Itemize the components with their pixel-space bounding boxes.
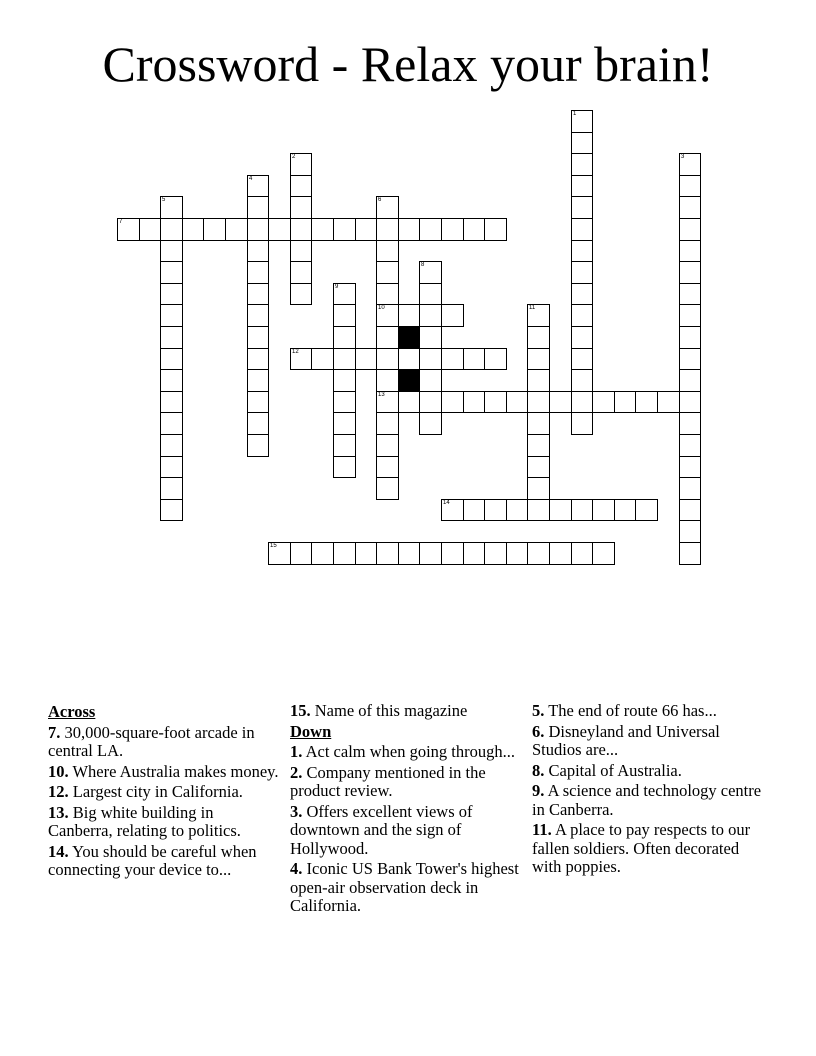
grid-cell[interactable]: [333, 456, 356, 478]
grid-cell[interactable]: [679, 477, 701, 500]
grid-cell[interactable]: [679, 369, 701, 392]
grid-cell[interactable]: [571, 326, 593, 349]
grid-cell[interactable]: [376, 283, 399, 305]
grid-cell[interactable]: [160, 240, 183, 262]
grid-cell[interactable]: [571, 175, 593, 197]
clue-item: [532, 762, 764, 781]
clue-number: 11.: [532, 820, 552, 839]
black-square: [398, 369, 420, 392]
grid-cell[interactable]: [419, 369, 442, 392]
grid-cell[interactable]: [398, 391, 420, 413]
grid-cell[interactable]: [679, 218, 701, 241]
clue-number: 10.: [48, 761, 69, 781]
grid-cell[interactable]: [290, 542, 312, 565]
clue-item: [290, 803, 522, 859]
grid-cell[interactable]: [160, 412, 183, 435]
grid-cell[interactable]: [679, 456, 701, 478]
grid-cell[interactable]: [376, 218, 399, 241]
grid-cell[interactable]: [117, 218, 140, 241]
grid-cell[interactable]: [355, 348, 377, 370]
grid-cell[interactable]: [679, 542, 701, 565]
grid-cell[interactable]: [160, 218, 183, 241]
grid-cell[interactable]: [290, 240, 312, 262]
cell-number: 8: [421, 262, 425, 268]
cell-number: 13: [378, 392, 385, 398]
grid-cell[interactable]: [247, 218, 269, 241]
clue-number: 13.: [48, 802, 69, 822]
grid-cell[interactable]: [398, 304, 420, 327]
clue-item: [290, 743, 522, 762]
grid-cell[interactable]: [571, 110, 593, 133]
clue-number: 2.: [290, 762, 303, 782]
grid-cell[interactable]: [247, 283, 269, 305]
clue-text: Disneyland and Universal Studios are...: [532, 721, 720, 759]
grid-cell[interactable]: [549, 542, 572, 565]
grid-cell[interactable]: [441, 391, 464, 413]
clue-number: 9.: [532, 781, 545, 800]
grid-cell[interactable]: [679, 434, 701, 457]
grid-cell[interactable]: [571, 153, 593, 176]
grid-cell[interactable]: [247, 196, 269, 219]
clue-number: 7.: [48, 722, 61, 742]
grid-cell[interactable]: [679, 412, 701, 435]
clue-text: Iconic US Bank Tower's highest open-air observation deck in California.: [290, 859, 519, 915]
grid-cell[interactable]: [333, 304, 356, 327]
grid-cell[interactable]: [398, 348, 420, 370]
black-square: [398, 326, 420, 349]
grid-cell[interactable]: [247, 304, 269, 327]
clue-item: [48, 783, 280, 802]
grid-cell[interactable]: [160, 456, 183, 478]
grid-cell[interactable]: [419, 391, 442, 413]
grid-cell[interactable]: [203, 218, 226, 241]
grid-cell[interactable]: [463, 218, 485, 241]
cell-number: 2: [292, 154, 296, 160]
clue-item: [532, 723, 764, 760]
grid-cell[interactable]: [571, 240, 593, 262]
grid-cell[interactable]: [463, 542, 485, 565]
grid-cell[interactable]: [247, 348, 269, 370]
clue-item: [532, 702, 764, 721]
clue-text: Name of this magazine: [314, 701, 468, 720]
grid-cell[interactable]: [484, 218, 507, 241]
clue-item: [290, 860, 522, 916]
grid-cell[interactable]: [527, 304, 550, 327]
grid-cell[interactable]: [247, 175, 269, 197]
grid-cell[interactable]: [290, 348, 312, 370]
cell-number: 7: [119, 219, 123, 225]
grid-cell[interactable]: [376, 304, 399, 327]
grid-cell[interactable]: [441, 218, 464, 241]
clue-item: [48, 843, 280, 880]
grid-cell[interactable]: [506, 391, 528, 413]
cell-number: 9: [335, 284, 339, 290]
grid-cell[interactable]: [376, 348, 399, 370]
grid-cell[interactable]: [679, 391, 701, 413]
grid-cell[interactable]: [376, 391, 399, 413]
grid-cell[interactable]: [160, 283, 183, 305]
grid-cell[interactable]: [527, 326, 550, 349]
grid-cell[interactable]: [333, 542, 356, 565]
grid-cell[interactable]: [160, 261, 183, 284]
grid-cell[interactable]: [635, 391, 658, 413]
cell-number: 12: [292, 349, 299, 355]
grid-cell[interactable]: [571, 261, 593, 284]
grid-cell[interactable]: [160, 326, 183, 349]
grid-cell[interactable]: [355, 542, 377, 565]
grid-cell[interactable]: [527, 542, 550, 565]
grid-cell[interactable]: [247, 434, 269, 457]
clue-column-across: [48, 702, 280, 882]
grid-cell[interactable]: [290, 153, 312, 176]
grid-cell[interactable]: [398, 542, 420, 565]
grid-cell[interactable]: [355, 218, 377, 241]
clue-text: 30,000-square-foot arcade in central LA.: [48, 722, 255, 760]
grid-cell[interactable]: [376, 326, 399, 349]
grid-cell[interactable]: [290, 283, 312, 305]
grid-cell[interactable]: [376, 412, 399, 435]
grid-cell[interactable]: [419, 348, 442, 370]
grid-cell[interactable]: [441, 499, 464, 521]
cell-number: 1: [573, 111, 577, 117]
grid-cell[interactable]: [592, 391, 615, 413]
grid-cell[interactable]: [182, 218, 204, 241]
grid-cell[interactable]: [290, 261, 312, 284]
grid-cell[interactable]: [160, 499, 183, 521]
grid-cell[interactable]: [571, 196, 593, 219]
grid-cell[interactable]: [527, 348, 550, 370]
grid-cell[interactable]: [592, 542, 615, 565]
cell-number: 11: [529, 305, 536, 311]
clue-item: [290, 702, 522, 721]
grid-cell[interactable]: [160, 434, 183, 457]
grid-cell[interactable]: [160, 304, 183, 327]
grid-cell[interactable]: [290, 196, 312, 219]
grid-cell[interactable]: [333, 326, 356, 349]
grid-cell[interactable]: [376, 369, 399, 392]
grid-cell[interactable]: [679, 520, 701, 543]
clue-column-middle: [290, 702, 522, 918]
grid-cell[interactable]: [441, 304, 464, 327]
cell-number: 3: [681, 154, 685, 160]
clue-text: Where Australia makes money.: [72, 761, 279, 781]
grid-cell[interactable]: [484, 348, 507, 370]
grid-cell[interactable]: [679, 499, 701, 521]
grid-cell[interactable]: [527, 369, 550, 392]
grid-cell[interactable]: [139, 218, 161, 241]
grid-cell[interactable]: [679, 283, 701, 305]
clue-number: 1.: [290, 742, 303, 761]
grid-cell[interactable]: [679, 196, 701, 219]
grid-cell[interactable]: [614, 499, 636, 521]
grid-cell[interactable]: [247, 261, 269, 284]
clue-number: 8.: [532, 760, 545, 780]
grid-cell[interactable]: [311, 218, 334, 241]
grid-cell[interactable]: [484, 391, 507, 413]
clue-number: 3.: [290, 801, 303, 821]
grid-cell[interactable]: [527, 456, 550, 478]
grid-cell[interactable]: [571, 542, 593, 565]
grid-cell[interactable]: [571, 132, 593, 154]
clue-number: 4.: [290, 859, 303, 878]
grid-cell[interactable]: [657, 391, 680, 413]
grid-cell[interactable]: [679, 240, 701, 262]
grid-cell[interactable]: [527, 434, 550, 457]
clue-item: [532, 821, 764, 877]
clue-text: A science and technology centre in Canberra.: [532, 781, 762, 819]
grid-cell[interactable]: [311, 348, 334, 370]
grid-cell[interactable]: [247, 391, 269, 413]
grid-cell[interactable]: [160, 196, 183, 219]
grid-cell[interactable]: [679, 348, 701, 370]
clue-item: [48, 763, 280, 782]
clue-number: 6.: [532, 721, 545, 741]
grid-cell[interactable]: [419, 283, 442, 305]
grid-cell[interactable]: [441, 542, 464, 565]
grid-cell[interactable]: [527, 412, 550, 435]
grid-cell[interactable]: [463, 499, 485, 521]
clue-text: Big white building in Canberra, relating to politics.: [48, 802, 241, 840]
grid-cell[interactable]: [571, 391, 593, 413]
cell-number: 5: [162, 197, 166, 203]
grid-cell[interactable]: [419, 326, 442, 349]
grid-cell[interactable]: [463, 348, 485, 370]
clue-item: [48, 724, 280, 761]
grid-cell[interactable]: [333, 412, 356, 435]
grid-cell[interactable]: [527, 499, 550, 521]
cell-number: 15: [270, 543, 277, 549]
grid-cell[interactable]: [419, 261, 442, 284]
clue-number: 5.: [532, 701, 545, 720]
grid-cell[interactable]: [679, 304, 701, 327]
grid-cell[interactable]: [268, 542, 291, 565]
clue-column-right: [532, 702, 764, 879]
grid-cell[interactable]: [290, 218, 312, 241]
grid-cell[interactable]: [571, 348, 593, 370]
grid-cell[interactable]: [160, 369, 183, 392]
grid-cell[interactable]: [247, 369, 269, 392]
grid-cell[interactable]: [376, 261, 399, 284]
cell-number: 14: [443, 500, 450, 506]
grid-cell[interactable]: [247, 326, 269, 349]
clue-text: Offers excellent views of downtown and the sign of Hollywood.: [290, 801, 473, 858]
grid-cell[interactable]: [571, 412, 593, 435]
grid-cell[interactable]: [527, 477, 550, 500]
clue-text: Act calm when going through...: [305, 742, 516, 761]
grid-cell[interactable]: [247, 240, 269, 262]
grid-cell[interactable]: [247, 412, 269, 435]
grid-cell[interactable]: [268, 218, 291, 241]
grid-cell[interactable]: [484, 542, 507, 565]
clue-text: You should be careful when connecting your device to...: [48, 841, 257, 879]
grid-cell[interactable]: [614, 391, 636, 413]
grid-cell[interactable]: [419, 304, 442, 327]
clue-text: A place to pay respects to our fallen soldiers. Often decorated with poppies.: [532, 820, 751, 876]
cell-number: 10: [378, 305, 385, 311]
grid-cell[interactable]: [160, 391, 183, 413]
grid-cell[interactable]: [160, 348, 183, 370]
grid-cell[interactable]: [571, 283, 593, 305]
grid-cell[interactable]: [376, 196, 399, 219]
grid-cell[interactable]: [376, 542, 399, 565]
cell-number: 4: [249, 176, 253, 182]
clue-text: Company mentioned in the product review.: [290, 762, 486, 800]
grid-cell[interactable]: [333, 434, 356, 457]
grid-cell[interactable]: [333, 283, 356, 305]
grid-cell[interactable]: [679, 175, 701, 197]
grid-cell[interactable]: [571, 499, 593, 521]
grid-cell[interactable]: [549, 499, 572, 521]
grid-cell[interactable]: [463, 391, 485, 413]
grid-cell[interactable]: [398, 218, 420, 241]
clue-text: The end of route 66 has...: [548, 701, 717, 720]
grid-cell[interactable]: [571, 218, 593, 241]
grid-cell[interactable]: [376, 434, 399, 457]
grid-cell[interactable]: [333, 218, 356, 241]
page-title: Crossword - Relax your brain!: [102, 36, 714, 92]
clue-item: [48, 804, 280, 841]
grid-cell[interactable]: [571, 369, 593, 392]
grid-cell[interactable]: [333, 391, 356, 413]
grid-cell[interactable]: [679, 261, 701, 284]
clue-text: Capital of Australia.: [548, 760, 682, 780]
grid-cell[interactable]: [571, 304, 593, 327]
down-heading: Down: [290, 721, 332, 741]
grid-cell[interactable]: [506, 542, 528, 565]
grid-cell[interactable]: [311, 542, 334, 565]
grid-cell[interactable]: [419, 218, 442, 241]
grid-cell[interactable]: [333, 348, 356, 370]
grid-cell[interactable]: [419, 412, 442, 435]
grid-cell[interactable]: [635, 499, 658, 521]
grid-cell[interactable]: [592, 499, 615, 521]
grid-cell[interactable]: [225, 218, 248, 241]
grid-cell[interactable]: [484, 499, 507, 521]
grid-cell[interactable]: [441, 348, 464, 370]
clue-item: [532, 782, 764, 819]
grid-cell[interactable]: [549, 391, 572, 413]
grid-cell[interactable]: [290, 175, 312, 197]
grid-cell[interactable]: [506, 499, 528, 521]
clue-number: 15.: [290, 701, 311, 720]
grid-cell[interactable]: [376, 477, 399, 500]
clue-item: [290, 764, 522, 801]
clue-text: Largest city in California.: [72, 782, 243, 801]
cell-number: 6: [378, 197, 382, 203]
grid-cell[interactable]: [679, 153, 701, 176]
grid-cell[interactable]: [333, 369, 356, 392]
grid-cell[interactable]: [376, 456, 399, 478]
grid-cell[interactable]: [527, 391, 550, 413]
grid-cell[interactable]: [160, 477, 183, 500]
grid-cell[interactable]: [419, 542, 442, 565]
across-heading: Across: [48, 702, 96, 721]
clue-number: 12.: [48, 782, 69, 801]
grid-cell[interactable]: [679, 326, 701, 349]
grid-cell[interactable]: [376, 240, 399, 262]
clue-number: 14.: [48, 841, 69, 861]
